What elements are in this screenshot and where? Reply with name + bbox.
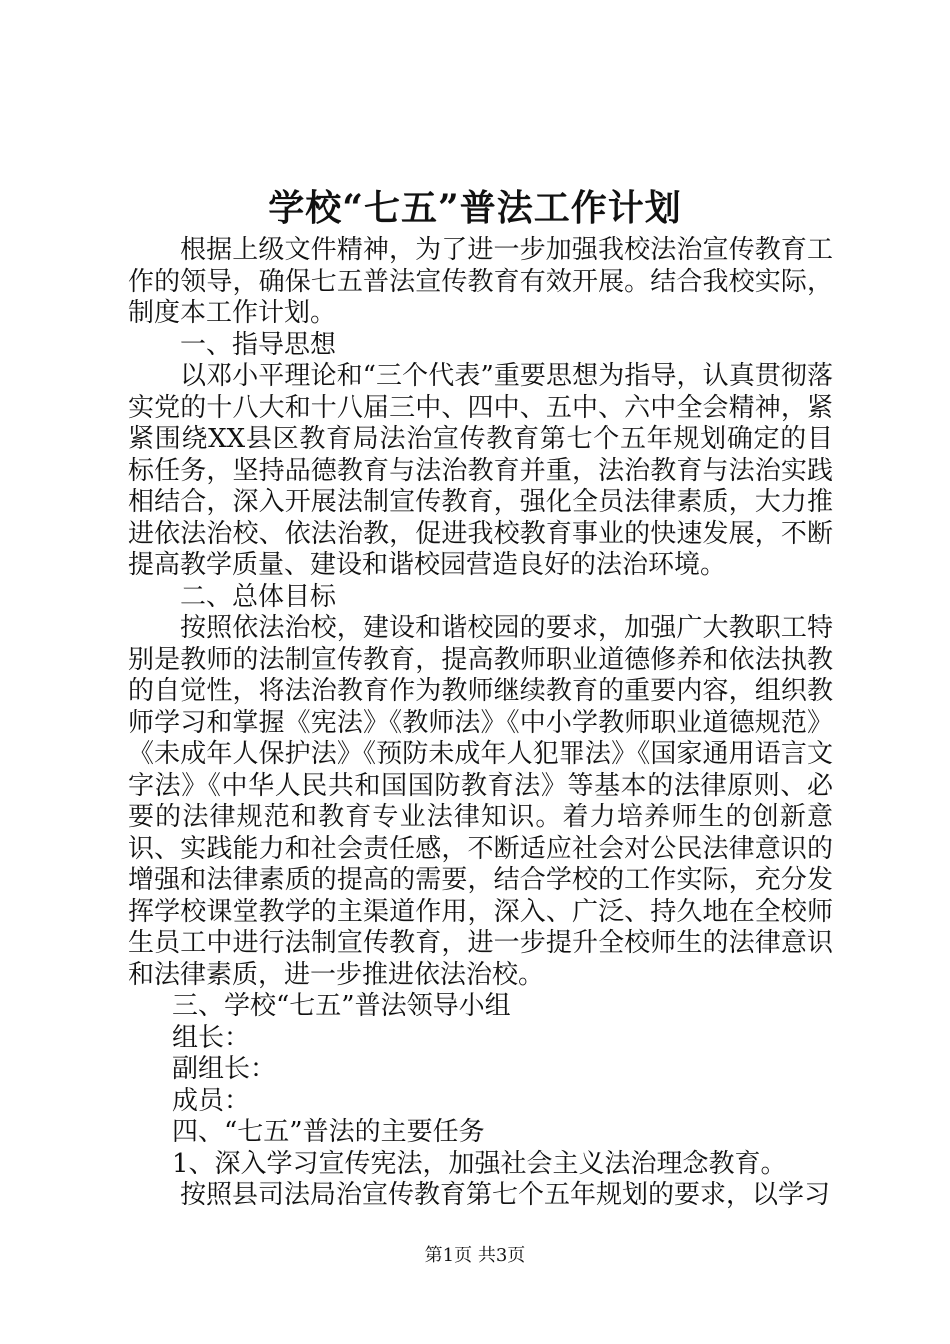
intro-paragraph: 根据上级文件精神，为了进一步加强我校法治宣传教育工作的领导，确保七五普法宣传教育有效开展。结合我校实际，制度本工作计划。 xyxy=(128,235,833,328)
section-2-heading: 二、总体目标 xyxy=(180,581,337,612)
page-footer: 第1页 共3页 xyxy=(424,1245,526,1266)
task-item-1: 1、深入学习宣传宪法，加强社会主义法治理念教育。 xyxy=(172,1148,787,1179)
section-4-heading: 四、“七五”普法的主要任务 xyxy=(172,1117,485,1147)
section-1-paragraph: 以邓小平理论和“三个代表”重要思想为指导，认真贯彻落实党的十八大和十八届三中、四中、五中、六中全会精神，紧紧围绕XX县区教育局法治宣传教育第七个五年规划确定的目标任务，坚持品德教育与法治教育并重，法治教育与法治实践相结合，深入开展法制宣传教育，强化全员法律素质，大力推进依法治校、依法治教，促进我校教育事业的快速发展，不断提高教学质量、建设和谐校园营造良好的法治环境。 xyxy=(128,361,833,580)
members-field: 成员： xyxy=(172,1085,251,1116)
section-3-heading: 三、学校“七五”普法领导小组 xyxy=(172,991,511,1021)
section-2-paragraph: 按照依法治校，建设和谐校园的要求，加强广大教职工特别是教师的法制宣传教育，提高教师职业道德修养和依法执教的自觉性，将法治教育作为教师继续教育的重要内容，组织教师学习和掌握《宪法》《教师法》《中小学教师职业道德规范》《未成年人保护法》《预防未成年人犯罪法》《国家通用语言文字法》《中华人民共和国国防教育法》等基本的法律原则、必要的法律规范和教育专业法律知识。着力培养师生的创新意识、实践能力和社会责任感，不断适应社会对公民法律意识的增强和法律素质的提高的需要，结合学校的工作实际，充分发挥学校课堂教学的主渠道作用，深入、广泛、持久地在全校师生员工中进行法制宣传教育，进一步提升全校师生的法律意识和法律素质，进一步推进依法治校。 xyxy=(128,613,833,990)
section-1-heading: 一、指导思想 xyxy=(180,329,337,360)
document-body xyxy=(128,235,833,1212)
section-4-paragraph: 按照县司法局治宣传教育第七个五年规划的要求，以学习 xyxy=(180,1180,831,1210)
deputy-leader-field: 副组长： xyxy=(172,1054,277,1084)
leader-field: 组长： xyxy=(172,1022,251,1053)
document-title: 学校“七五”普法工作计划 xyxy=(268,187,682,229)
